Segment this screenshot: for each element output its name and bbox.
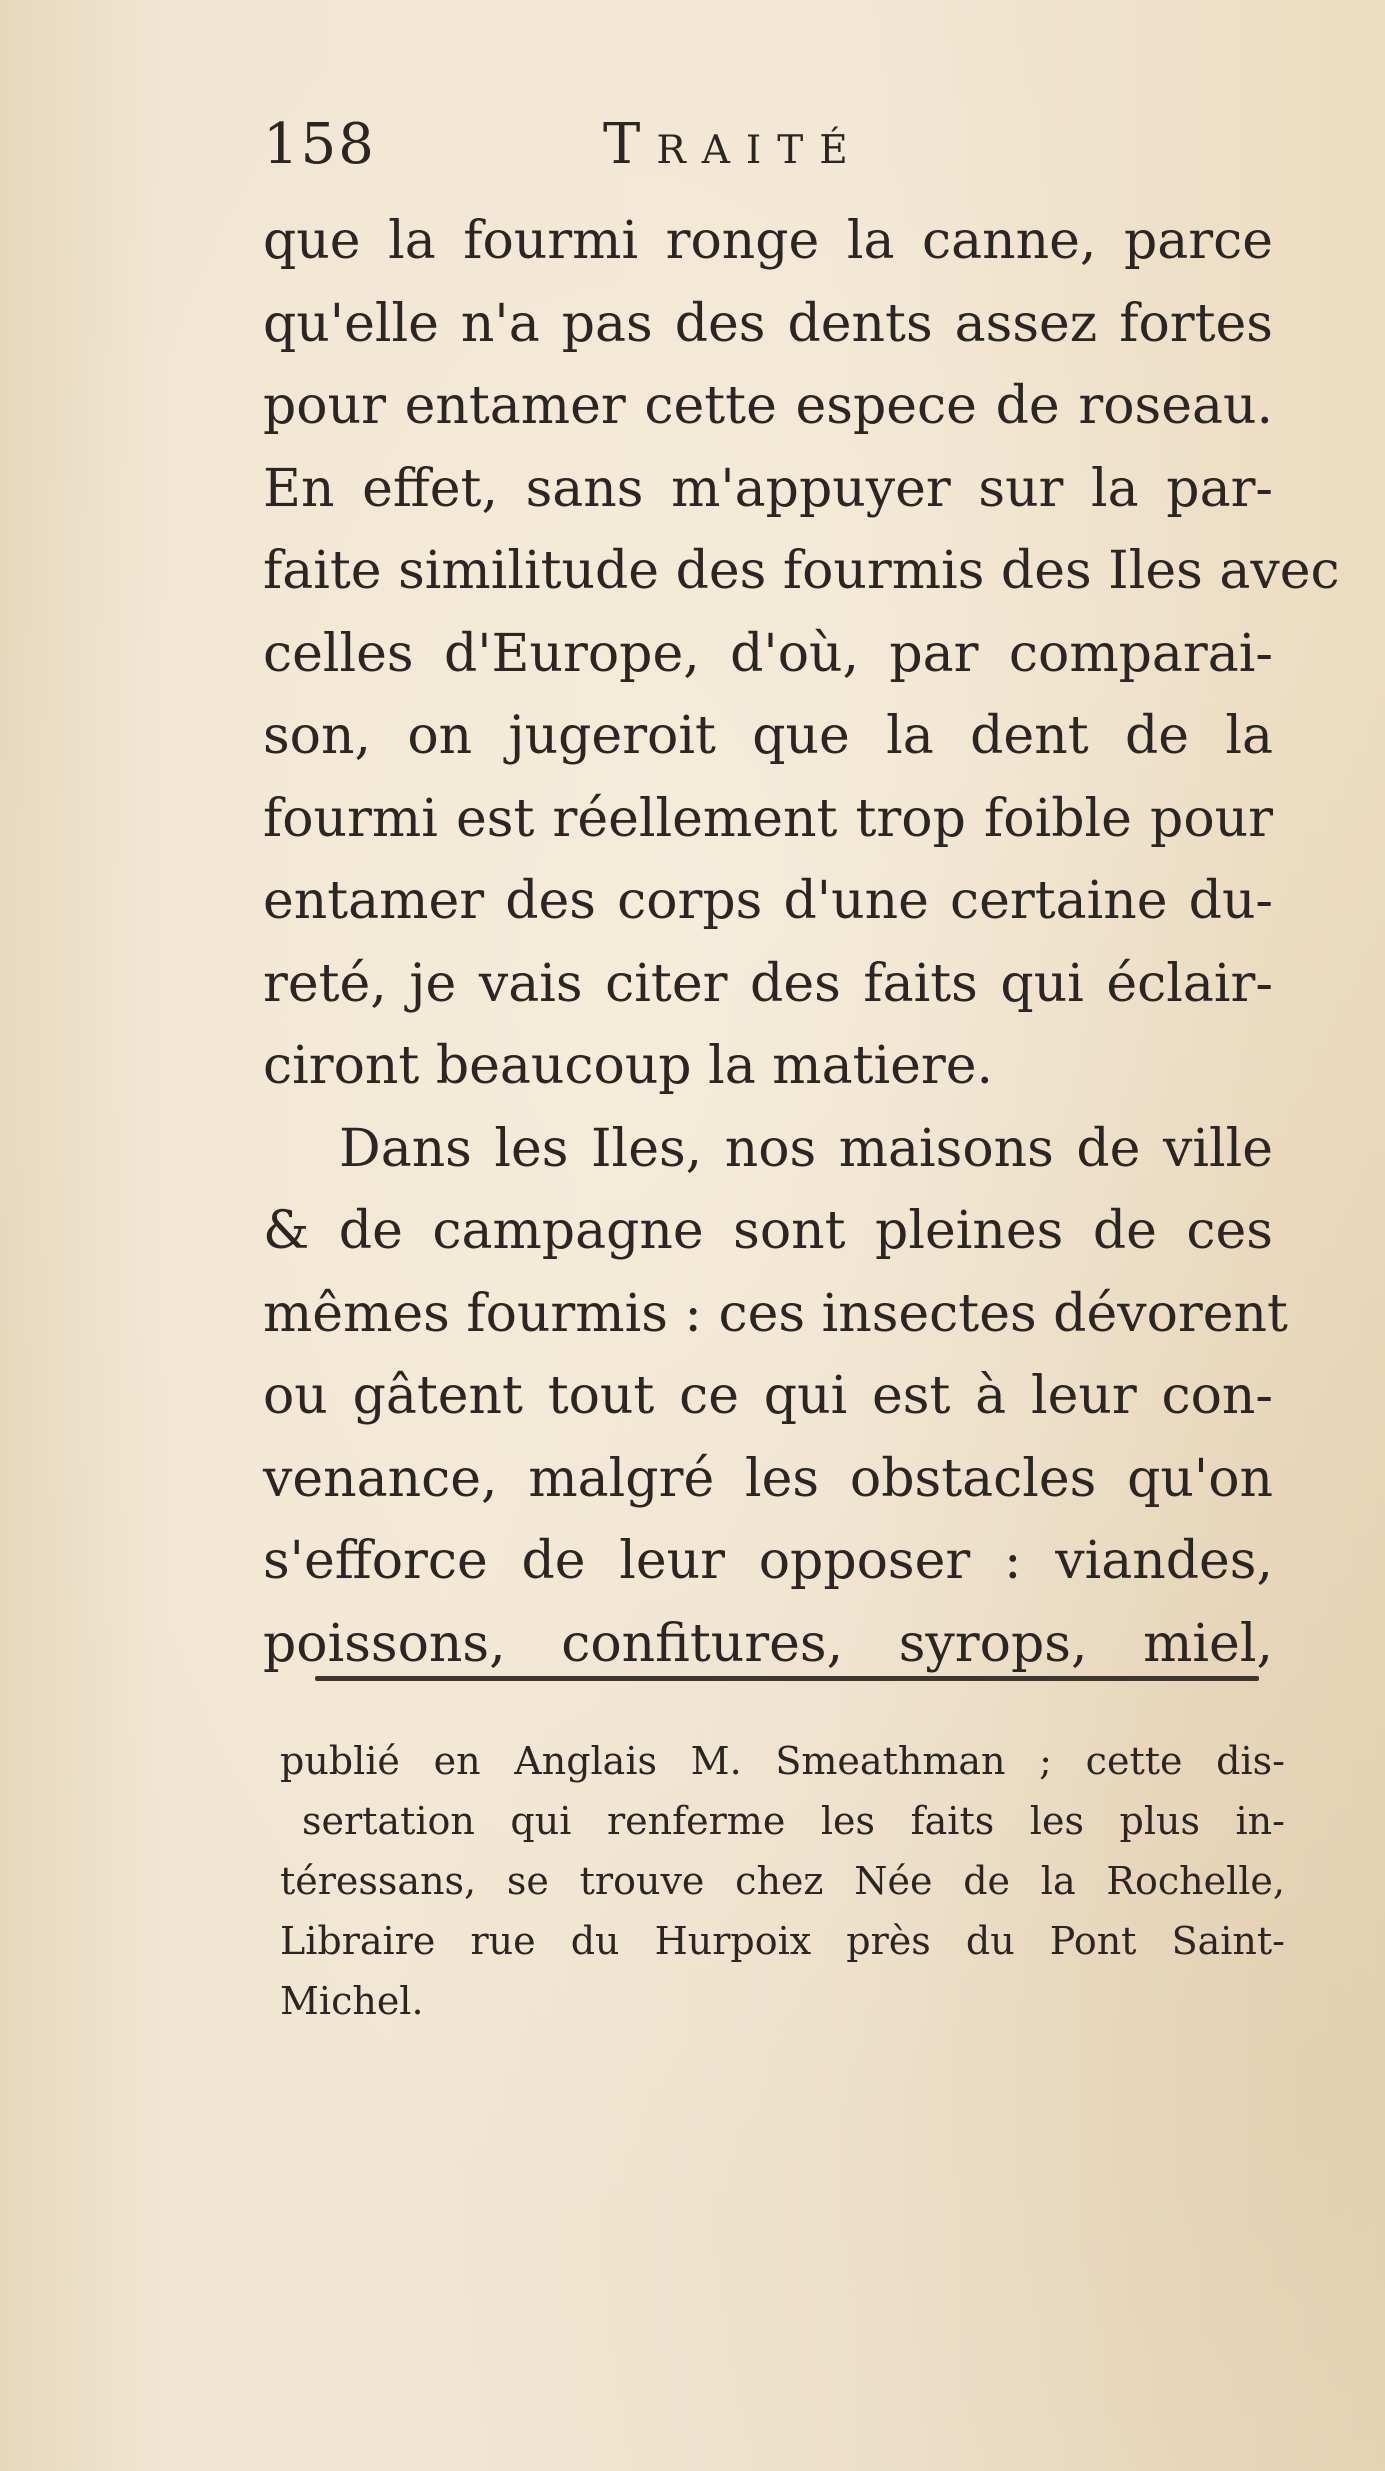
text-line: que la fourmi ronge la canne, parce bbox=[263, 211, 1273, 271]
text-line: ou gâtent tout ce qui est à leur con- bbox=[263, 1366, 1273, 1426]
main-text bbox=[263, 200, 1340, 1685]
footnote-line: Michel. bbox=[280, 1979, 424, 2023]
text-line: faite similitude des fourmis des Iles avec bbox=[263, 541, 1340, 601]
text-line: pour entamer cette espece de roseau. bbox=[263, 376, 1273, 436]
footnote-rule bbox=[315, 1676, 1259, 1681]
text-line: mêmes fourmis : ces insectes dévorent bbox=[263, 1283, 1288, 1344]
footnote-line: publié en Anglais M. Smeathman ; cette dis- bbox=[280, 1739, 1285, 1783]
text-line: En effet, sans m'appuyer sur la par- bbox=[263, 458, 1273, 519]
text-line: reté, je vais citer des faits qui éclair- bbox=[263, 953, 1273, 1014]
text-line: ciront beaucoup la matiere. bbox=[263, 1036, 994, 1096]
running-title: Traité bbox=[603, 112, 864, 177]
text-line: celles d'Europe, d'où, par comparai- bbox=[263, 623, 1273, 684]
text-line: qu'elle n'a pas des dents assez fortes bbox=[263, 293, 1273, 354]
paragraph-start-line: Dans les Iles, nos maisons de ville bbox=[339, 1118, 1273, 1179]
footnote-line: Libraire rue du Hurpoix près du Pont Saint- bbox=[280, 1919, 1285, 1963]
footnote-line: sertation qui renferme les faits les plus in- bbox=[302, 1799, 1285, 1843]
text-line: fourmi est réellement trop foible pour bbox=[263, 788, 1273, 849]
text-line: s'efforce de leur opposer : viandes, bbox=[263, 1531, 1273, 1591]
footnote bbox=[280, 1731, 1285, 2031]
text-line: son, on jugeroit que la dent de la bbox=[263, 706, 1273, 766]
text-line: venance, malgré les obstacles qu'on bbox=[263, 1448, 1273, 1509]
text-line: poissons, confitures, syrops, miel, bbox=[263, 1613, 1273, 1674]
footnote-line: téressans, se trouve chez Née de la Rochelle, bbox=[280, 1859, 1285, 1903]
page-number: 158 bbox=[263, 112, 376, 177]
text-line: & de campagne sont pleines de ces bbox=[263, 1201, 1273, 1261]
text-line: entamer des corps d'une certaine du- bbox=[263, 871, 1273, 931]
page-header bbox=[263, 112, 1103, 202]
